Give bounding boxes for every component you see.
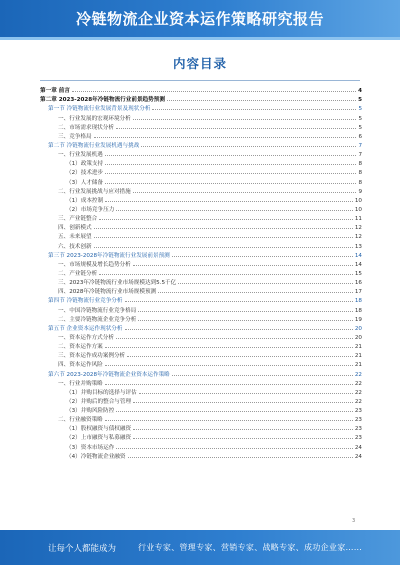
toc-entry-page: 21	[354, 344, 362, 351]
toc-entry-title: 二、产业链分析	[58, 270, 98, 277]
toc-leader-dots	[138, 320, 353, 321]
toc-entry-page: 14	[354, 252, 362, 259]
toc-leader-dots	[116, 338, 353, 339]
toc-leader-dots	[105, 173, 356, 174]
toc-entry[interactable]	[40, 112, 362, 121]
toc-entry[interactable]	[40, 167, 362, 176]
toc-entry[interactable]	[40, 387, 362, 396]
table-of-contents	[40, 85, 362, 460]
toc-leader-dots	[105, 365, 353, 366]
toc-entry-title: 一、市场规模及增长趋势分析	[58, 261, 131, 268]
toc-entry[interactable]	[40, 451, 362, 460]
toc-entry[interactable]	[40, 222, 362, 231]
toc-entry-page: 23	[354, 408, 362, 415]
toc-entry-title: 二、主要冷链物流企业竞争分析	[58, 316, 137, 323]
toc-entry[interactable]	[40, 350, 362, 359]
toc-entry[interactable]	[40, 405, 362, 414]
toc-entry-page: 8	[358, 170, 362, 177]
toc-leader-dots	[116, 210, 353, 211]
toc-leader-dots	[105, 347, 353, 348]
toc-leader-dots	[105, 201, 353, 202]
toc-leader-dots	[133, 402, 353, 403]
toc-entry[interactable]	[40, 85, 362, 94]
toc-leader-dots	[139, 393, 353, 394]
toc-entry[interactable]	[40, 314, 362, 323]
toc-entry-page: 24	[354, 453, 362, 460]
toc-entry[interactable]	[40, 378, 362, 387]
toc-leader-dots	[99, 219, 353, 220]
toc-entry-title: （2）市场竞争压力	[66, 206, 115, 213]
toc-entry-title: 二、行业发展挑战与应对措施	[58, 188, 131, 195]
toc-leader-dots	[105, 164, 356, 165]
toc-leader-dots	[72, 91, 356, 92]
toc-entry[interactable]	[40, 368, 362, 377]
toc-leader-dots	[125, 301, 353, 302]
toc-entry-page: 5	[358, 115, 362, 122]
toc-entry-page: 14	[354, 261, 362, 268]
toc-entry[interactable]	[40, 186, 362, 195]
toc-entry-title: 一、中国冷链物流行业竞争格局	[58, 307, 137, 314]
toc-entry[interactable]	[40, 332, 362, 341]
toc-entry-page: 6	[358, 133, 362, 140]
toc-entry-title: （3）人才储备	[66, 179, 104, 186]
toc-entry-title: 第二节 冷链物流行业发展机遇与挑战	[48, 142, 140, 149]
toc-entry[interactable]	[40, 396, 362, 405]
toc-leader-dots	[105, 155, 357, 156]
toc-entry[interactable]	[40, 323, 362, 332]
toc-entry-page: 18	[354, 298, 362, 305]
toc-entry[interactable]	[40, 231, 362, 240]
toc-entry-title: 一、行业发展的宏观环境分析	[58, 115, 131, 122]
toc-heading: 内容目录	[172, 56, 227, 71]
toc-entry-page: 23	[354, 417, 362, 424]
toc-entry-page: 4	[358, 88, 362, 95]
toc-entry-page: 12	[354, 234, 362, 241]
toc-leader-dots	[94, 228, 353, 229]
toc-entry-title: （1）股权融资与债权融资	[66, 426, 132, 433]
toc-entry-title: 二、市场需求现状分析	[58, 124, 114, 131]
toc-entry[interactable]	[40, 259, 362, 268]
toc-entry[interactable]	[40, 414, 362, 423]
toc-entry-title: 四、2028年冷链物流行业市场规模预测	[58, 289, 157, 296]
toc-entry-title: （4）冷链物流企业融资	[66, 453, 126, 460]
toc-entry[interactable]	[40, 158, 362, 167]
toc-entry-page: 8	[358, 179, 362, 186]
toc-entry-page: 13	[354, 243, 362, 250]
toc-entry-title: 六、技术创新	[58, 243, 92, 250]
toc-entry[interactable]	[40, 213, 362, 222]
toc-entry-page: 20	[354, 325, 362, 332]
toc-leader-dots	[127, 356, 353, 357]
toc-entry-page: 10	[354, 197, 362, 204]
toc-entry-page: 8	[358, 161, 362, 168]
toc-entry-page: 5	[358, 106, 362, 113]
toc-leader-dots	[133, 429, 353, 430]
toc-leader-dots	[105, 183, 356, 184]
toc-leader-dots	[158, 292, 353, 293]
toc-entry-page: 11	[354, 216, 362, 223]
toc-entry-title: 五、未来展望	[58, 234, 92, 241]
toc-entry-page: 5	[358, 124, 362, 131]
toc-leader-dots	[94, 137, 357, 138]
toc-leader-dots	[178, 283, 353, 284]
toc-entry-title: 一、资本运作方式分析	[58, 334, 114, 341]
toc-entry[interactable]	[40, 176, 362, 185]
toc-entry-page: 22	[354, 371, 362, 378]
toc-entry-page: 9	[358, 188, 362, 195]
toc-entry-title: 第一章 前言	[40, 88, 70, 95]
toc-entry[interactable]	[40, 295, 362, 304]
toc-entry[interactable]	[40, 304, 362, 313]
toc-entry-title: （1）成本控制	[66, 197, 104, 204]
toc-entry-title: （3）资本市场运作	[66, 444, 115, 451]
toc-entry-title: 第三节 2023-2028年冷链物流行业发展前景预测	[48, 252, 170, 259]
toc-leader-dots	[105, 384, 353, 385]
toc-entry-title: 一、行业发展机遇	[58, 152, 103, 159]
toc-leader-dots	[133, 438, 353, 439]
toc-leader-dots	[133, 119, 357, 120]
toc-entry-title: 三、2023年冷链物流行业市场规模达到5.5千亿	[58, 280, 177, 287]
toc-entry-page: 10	[354, 206, 362, 213]
toc-entry[interactable]	[40, 122, 362, 131]
toc-entry-title: 三、资本运作成功案例分析	[58, 353, 126, 360]
toc-entry-title: 三、竞争格局	[58, 133, 92, 140]
toc-entry[interactable]	[40, 240, 362, 249]
toc-entry-page: 23	[354, 435, 362, 442]
toc-entry-page: 24	[354, 444, 362, 451]
toc-entry-page: 23	[354, 426, 362, 433]
toc-entry[interactable]	[40, 103, 362, 112]
toc-leader-dots	[138, 311, 353, 312]
toc-entry[interactable]	[40, 195, 362, 204]
header-banner	[0, 0, 400, 37]
toc-leader-dots	[116, 128, 356, 129]
toc-leader-dots	[99, 274, 353, 275]
report-title: 冷链物流企业资本运作策略研究报告	[75, 10, 324, 28]
toc-leader-dots	[172, 375, 353, 376]
toc-leader-dots	[172, 256, 353, 257]
toc-leader-dots	[116, 448, 353, 449]
toc-entry-page: 21	[354, 353, 362, 360]
header-stripe	[0, 37, 400, 40]
toc-entry[interactable]	[40, 441, 362, 450]
toc-leader-dots	[116, 411, 353, 412]
toc-entry-title: （1）政策支持	[66, 161, 104, 168]
toc-entry-title: （3）并购风险防控	[66, 408, 115, 415]
toc-entry-title: （2）上市融资与私募融资	[66, 435, 132, 442]
toc-leader-dots	[152, 109, 356, 110]
toc-entry-title: 第一节 冷链物流行业发展背景及现状分析	[48, 106, 151, 113]
toc-entry-page: 19	[354, 316, 362, 323]
toc-entry-page: 12	[354, 225, 362, 232]
toc-entry[interactable]	[40, 341, 362, 350]
toc-entry-page: 22	[354, 398, 362, 405]
toc-entry-title: 二、资本运作方案	[58, 344, 103, 351]
toc-leader-dots	[128, 457, 353, 458]
toc-leader-dots	[94, 237, 353, 238]
toc-entry[interactable]	[40, 268, 362, 277]
toc-entry-page: 7	[358, 142, 362, 149]
toc-entry-page: 22	[354, 380, 362, 387]
toc-leader-dots	[125, 329, 353, 330]
toc-entry-page: 18	[354, 307, 362, 314]
toc-entry[interactable]	[40, 131, 362, 140]
toc-entry-page: 21	[354, 362, 362, 369]
toc-entry-page: 15	[354, 270, 362, 277]
toc-entry-title: （2）并购后的整合与管理	[66, 398, 132, 405]
toc-entry-title: 第六节 2023-2028年冷链物流企业资本运作策略	[48, 371, 170, 378]
toc-entry-title: （1）并购目标的选择与评估	[66, 389, 137, 396]
toc-leader-dots	[133, 192, 357, 193]
toc-leader-dots	[133, 265, 353, 266]
toc-leader-dots	[141, 146, 356, 147]
toc-entry-page: 7	[358, 152, 362, 159]
toc-entry-title: 四、资本运作风险	[58, 362, 103, 369]
toc-entry-page: 22	[354, 389, 362, 396]
toc-entry-title: （2）技术进步	[66, 170, 104, 177]
footer-slogan: 让每个人都能成为	[48, 543, 117, 554]
toc-entry[interactable]	[40, 277, 362, 286]
toc-leader-dots	[94, 247, 353, 248]
toc-entry[interactable]	[40, 432, 362, 441]
footer-roles: 行业专家、管理专家、营销专家、战略专家、成功企业家……	[138, 543, 363, 552]
toc-entry[interactable]	[40, 250, 362, 259]
toc-entry-title: 第五节 企业资本运作现状分析	[48, 325, 123, 332]
page-number: 3	[352, 518, 356, 524]
toc-leader-dots	[105, 420, 353, 421]
toc-entry[interactable]	[40, 140, 362, 149]
toc-entry-page: 17	[354, 289, 362, 296]
toc-entry[interactable]	[40, 149, 362, 158]
toc-entry-page: 16	[354, 280, 362, 287]
toc-entry-page: 20	[354, 334, 362, 341]
toc-entry[interactable]	[40, 423, 362, 432]
toc-entry-title: 二、行业融资策略	[58, 417, 103, 424]
footer-banner	[0, 530, 400, 565]
toc-entry[interactable]	[40, 204, 362, 213]
toc-divider	[40, 80, 360, 81]
toc-entry-title: 第四节 冷链物流行业竞争分析	[48, 298, 123, 305]
toc-entry[interactable]	[40, 286, 362, 295]
toc-entry-title: 三、产业链整合	[58, 216, 98, 223]
toc-entry[interactable]	[40, 94, 362, 103]
toc-entry-page: 5	[358, 97, 362, 104]
toc-entry-title: 一、行业并购策略	[58, 380, 103, 387]
toc-entry[interactable]	[40, 359, 362, 368]
toc-entry-title: 四、创新模式	[58, 225, 92, 232]
toc-leader-dots	[167, 100, 356, 101]
toc-entry-title: 第二章 2023-2028年冷链物流行业前景趋势预测	[40, 97, 165, 104]
